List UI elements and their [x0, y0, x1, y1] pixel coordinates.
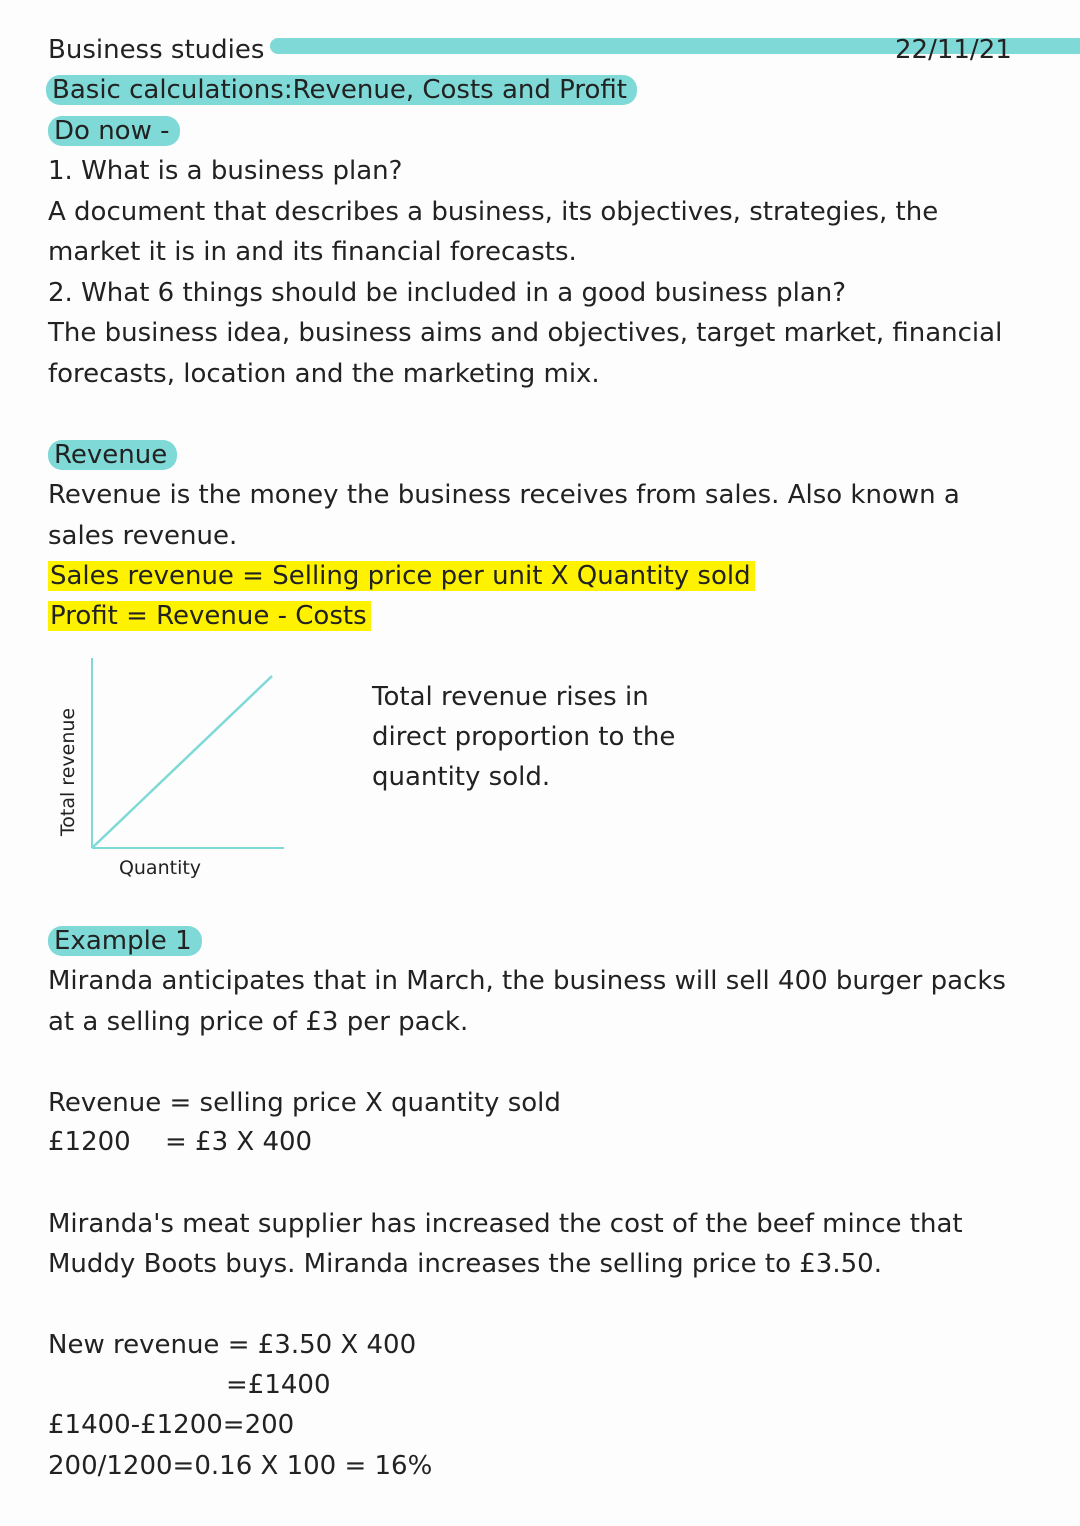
example-1-paragraph-2-line-1: Miranda's meat supplier has increased the cost of the beef mince that [48, 1209, 963, 1239]
subtitle-text: Basic calculations:Revenue, Costs and Profit [46, 75, 637, 105]
example-1-heading [48, 921, 202, 961]
sales-revenue-formula-text: Sales revenue = Selling price per unit X Quantity sold [48, 561, 755, 591]
example-1-paragraph-1-line-2: at a selling price of £3 per pack. [48, 1007, 469, 1037]
revenue-difference: £1400-£1200=200 [48, 1410, 295, 1440]
sales-revenue-formula [48, 556, 755, 596]
subtitle [46, 70, 637, 110]
answer-1-line-1: A document that describes a business, its objectives, strategies, the [48, 197, 939, 227]
x-axis-label: Quantity [118, 857, 202, 879]
percentage-change: 200/1200=0.16 X 100 = 16% [48, 1451, 433, 1481]
revenue-result: £1200 [48, 1127, 131, 1157]
revenue-definition-line-1: Revenue is the money the business receives from sales. Also known a [48, 480, 960, 510]
revenue-result-rhs: = £3 X 400 [165, 1127, 313, 1157]
revenue-calculation: Revenue = selling price X quantity sold [48, 1088, 561, 1118]
revenue-definition-line-2: sales revenue. [48, 521, 238, 551]
profit-formula-text: Profit = Revenue - Costs [48, 601, 371, 631]
revenue-heading-text: Revenue [48, 440, 177, 470]
new-revenue-result: =£1400 [226, 1370, 331, 1400]
do-now-heading [48, 111, 180, 151]
page-title [48, 30, 264, 70]
new-revenue-calculation: New revenue = £3.50 X 400 [48, 1330, 417, 1360]
profit-formula [48, 596, 371, 636]
answer-2-line-2: forecasts, location and the marketing mix. [48, 359, 600, 389]
example-1-paragraph-2-line-2: Muddy Boots buys. Miranda increases the selling price to £3.50. [48, 1249, 882, 1279]
do-now-heading-text: Do now - [48, 116, 180, 146]
answer-1-line-2: market it is in and its financial forecasts. [48, 237, 577, 267]
example-1-heading-text: Example 1 [48, 926, 202, 956]
revenue-heading [48, 435, 177, 475]
example-1-paragraph-1-line-1: Miranda anticipates that in March, the business will sell 400 burger packs [48, 966, 1006, 996]
chart-note-line-3: quantity sold. [372, 762, 551, 792]
question-2: 2. What 6 things should be included in a good business plan? [48, 278, 847, 308]
chart-note-line-1: Total revenue rises in [372, 682, 649, 712]
revenue-chart [56, 650, 296, 890]
total-revenue-line [92, 676, 272, 848]
page-date: 22/11/21 [895, 35, 1012, 65]
answer-2-line-1: The business idea, business aims and objectives, target market, financial [48, 318, 1003, 348]
y-axis-label: Total revenue [57, 707, 79, 837]
question-1: 1. What is a business plan? [48, 156, 403, 186]
chart-note-line-2: direct proportion to the [372, 722, 676, 752]
page-title-text: Business studies [48, 35, 265, 65]
